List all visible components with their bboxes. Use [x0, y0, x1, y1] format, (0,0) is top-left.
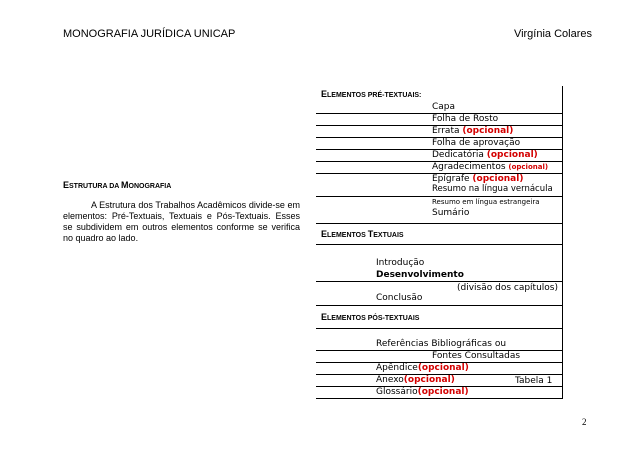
- glossario-label: Glossário: [376, 387, 418, 397]
- pre-head-e: E: [321, 89, 328, 99]
- dedicatoria-label: Dedicatória: [432, 150, 487, 160]
- row-dedicatoria: [316, 149, 562, 161]
- dedicatoria-optional: (opcional): [486, 150, 538, 160]
- row-resumo-estr: [316, 196, 562, 208]
- anexo-label: Anexo: [376, 375, 404, 385]
- row-folha-aprovacao: [316, 137, 562, 149]
- title-strutura: STRUTURA DA: [69, 183, 121, 190]
- row-apendice: [316, 362, 562, 374]
- errata-label: Errata: [432, 126, 463, 136]
- agradecimentos-label: Agradecimentos: [432, 162, 509, 172]
- item-resumo-estr: Resumo em língua estrangeira: [432, 198, 540, 206]
- pos-head-e: E: [321, 312, 328, 322]
- row-desenvolvimento: [316, 270, 562, 281]
- item-glossario: [376, 387, 469, 397]
- row-conclusao: [316, 293, 562, 305]
- item-divisao: (divisão dos capítulos): [456, 283, 558, 293]
- item-desenvolvimento: Desenvolvimento: [376, 270, 464, 280]
- item-sumario: Sumário: [432, 208, 470, 218]
- row-errata: [316, 125, 562, 137]
- item-anexo: [376, 375, 455, 385]
- item-apendice: [376, 363, 469, 373]
- txt-head-l: LEMENTOS: [327, 232, 368, 239]
- row-referencias: [316, 339, 562, 350]
- row-sumario: [316, 208, 562, 223]
- pre-textual-header: [316, 86, 562, 102]
- txt-head-e: E: [321, 229, 328, 239]
- row-introducao: [316, 258, 562, 270]
- item-conclusao: Conclusão: [376, 293, 423, 303]
- row-folha-rosto: [316, 113, 562, 125]
- header-author: Virgínia Colares: [513, 28, 592, 40]
- structure-table: [316, 86, 563, 399]
- post-textual-header: [316, 305, 562, 328]
- item-folha-rosto: Folha de Rosto: [432, 114, 499, 124]
- glossario-optional: (opcional): [417, 387, 469, 397]
- page-number: 2: [582, 417, 587, 427]
- item-dedicatoria: [432, 150, 538, 160]
- item-capa: Capa: [432, 102, 456, 112]
- section-title: [63, 180, 171, 190]
- item-resumo-vern: Resumo na língua vernácula: [432, 184, 553, 194]
- intro-text: A Estrutura dos Trabalhos Acadêmicos divide-se em elementos: Pré-Textuais, Textuais e Pós-Textuais. Esses se subdividem em outros elementos conforme se verifica no quadro ao lado.: [63, 200, 300, 243]
- epigrafe-optional: (opcional): [472, 174, 524, 184]
- item-introducao: Introdução: [376, 258, 425, 268]
- row-capa: [316, 102, 562, 113]
- textual-header: [316, 223, 562, 244]
- epigrafe-label: Epígrafe: [432, 174, 473, 184]
- item-referencias: Referências Bibliográficas ou: [376, 339, 507, 349]
- anexo-optional: (opcional): [403, 375, 455, 385]
- row-blank-1: [316, 244, 562, 258]
- pre-head-rest: LEMENTOS PRÉ-TEXTUAIS:: [327, 92, 422, 99]
- item-epigrafe: [432, 174, 523, 184]
- row-resumo-vern: [316, 185, 562, 196]
- row-glossario: [316, 386, 562, 399]
- agradecimentos-optional: (opcional): [508, 163, 549, 171]
- header-title: MONOGRAFIA JURÍDICA UNICAP: [63, 28, 236, 40]
- item-fontes: Fontes Consultadas: [432, 351, 521, 361]
- txt-head-t: T: [367, 229, 374, 239]
- txt-head-rest: EXTUAIS: [373, 232, 404, 239]
- row-agradecimentos: [316, 161, 562, 173]
- intro-paragraph: [63, 200, 300, 244]
- table-caption: Tabela 1: [515, 376, 553, 386]
- item-agradecimentos: [432, 162, 548, 172]
- errata-optional: (opcional): [462, 126, 514, 136]
- row-blank-2: [316, 328, 562, 339]
- title-m: M: [121, 180, 129, 190]
- pos-head-rest: LEMENTOS PÓS-TEXTUAIS: [327, 315, 420, 322]
- apendice-optional: (opcional): [417, 363, 469, 373]
- title-onografia: ONOGRAFIA: [128, 183, 172, 190]
- item-folha-aprovacao: Folha de aprovação: [432, 138, 521, 148]
- row-fontes: [316, 350, 562, 362]
- row-divisao: [316, 281, 562, 293]
- item-errata: [432, 126, 513, 136]
- title-e: E: [63, 180, 70, 190]
- apendice-label: Apêndice: [376, 363, 418, 373]
